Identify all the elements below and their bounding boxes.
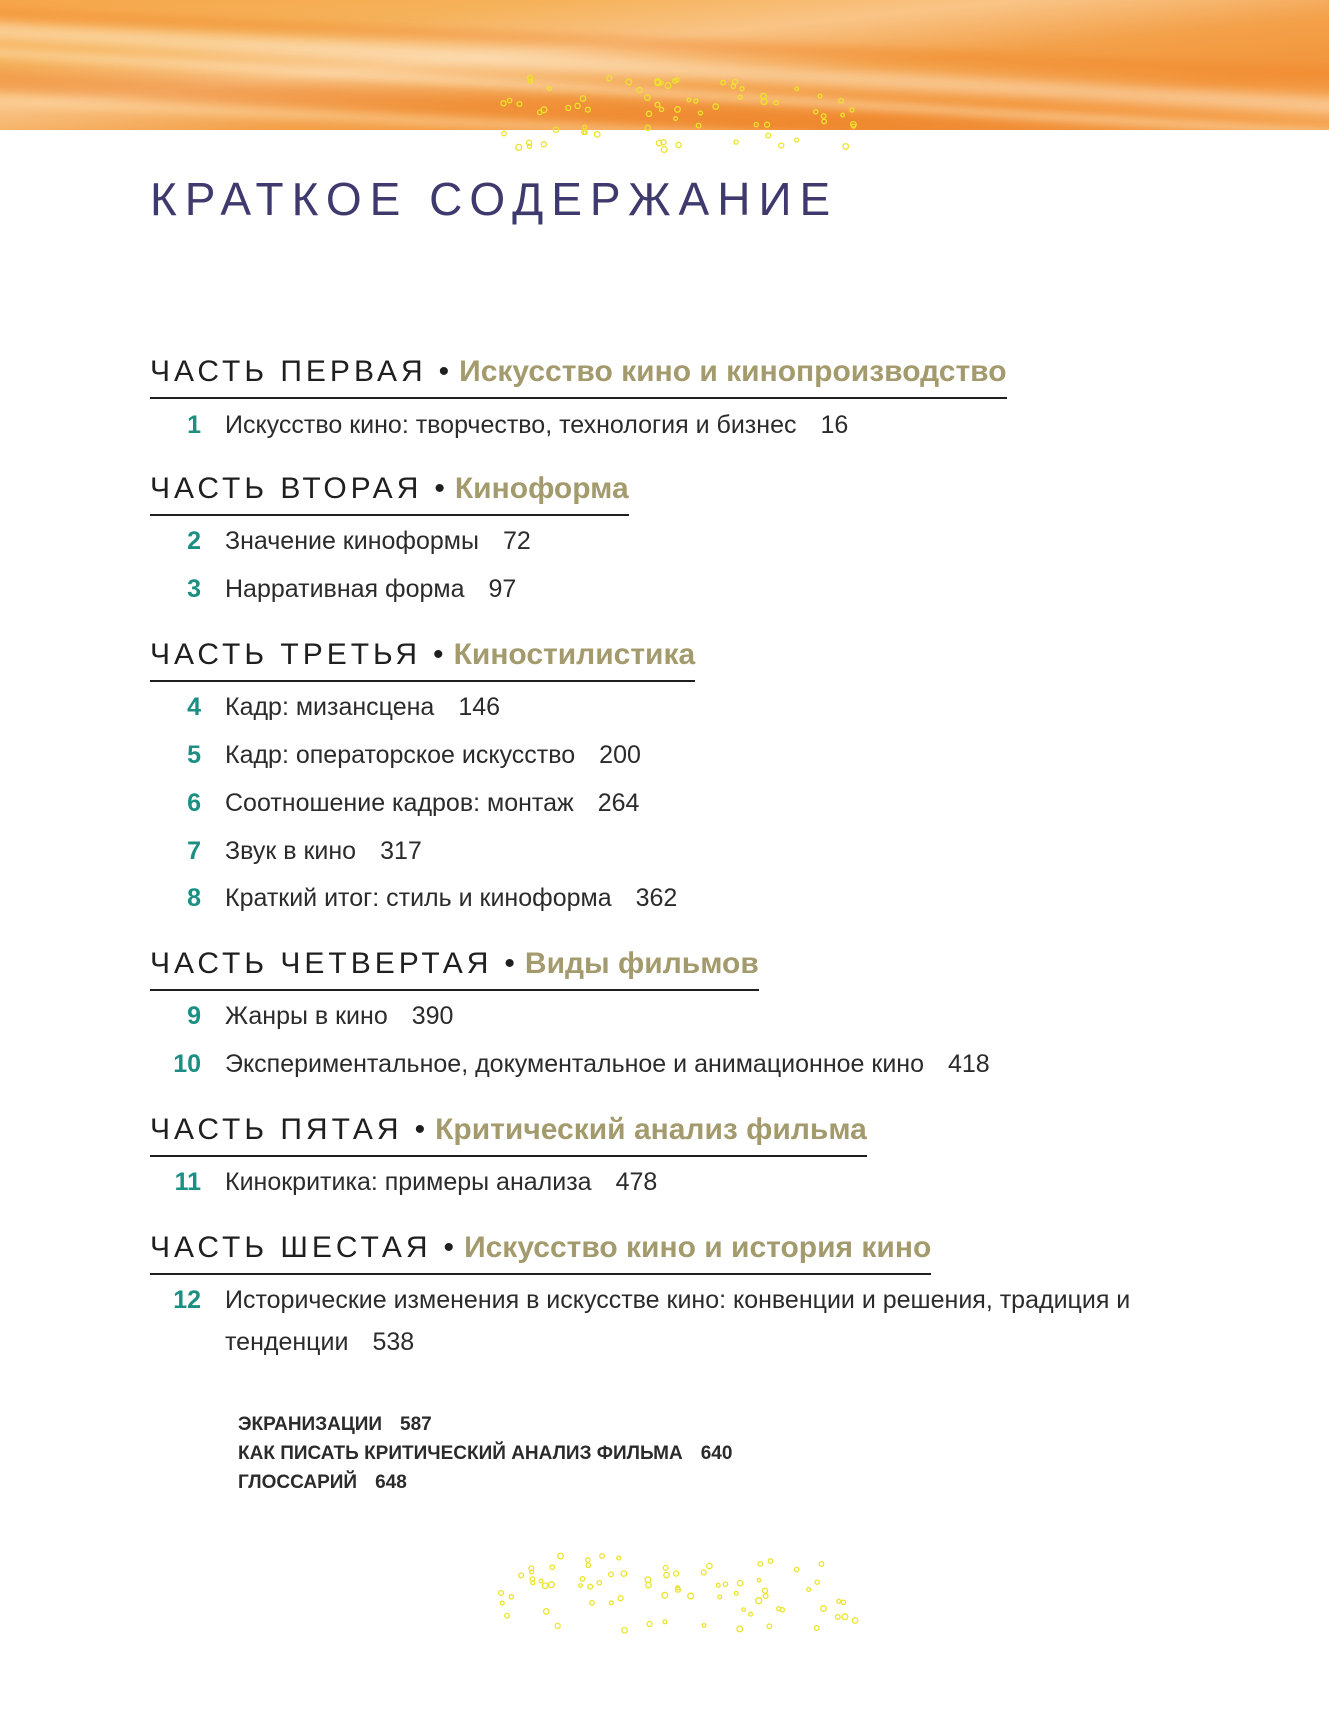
decorative-dot: [544, 1609, 550, 1615]
chapter-entry[interactable]: [150, 830, 1190, 872]
part-title[interactable]: Киностилистика: [453, 638, 696, 671]
chapter-title: Соотношение кадров: монтаж: [225, 789, 574, 817]
decorative-dot: [718, 1595, 722, 1599]
decorative-dot: [713, 104, 718, 109]
decorative-dot: [609, 1601, 613, 1605]
part-label: ЧАСТЬ ПЕРВАЯ: [150, 355, 427, 388]
part-label: ЧАСТЬ ВТОРАЯ: [150, 472, 423, 505]
decorative-dot: [531, 1581, 535, 1585]
decorative-dot: [566, 105, 571, 110]
chapter-number: 8: [187, 884, 201, 912]
decorative-dot: [645, 125, 650, 130]
chapter-title: Исторические изменения в искусстве кино: конвенции и решения, традиция и тенденции: [225, 1286, 1131, 1356]
dot-pattern-bottom: [495, 1552, 865, 1636]
appendix-entry[interactable]: [238, 1439, 732, 1468]
part-heading: [150, 1228, 931, 1275]
decorative-dot: [538, 110, 543, 115]
decorative-dot: [749, 1612, 753, 1616]
appendix-page: 587: [400, 1414, 432, 1435]
decorative-dot: [661, 147, 667, 153]
chapter-entry[interactable]: [150, 1161, 1190, 1203]
decorative-dot: [794, 1567, 798, 1571]
decorative-dot: [839, 98, 844, 103]
decorative-dot: [647, 1622, 652, 1627]
decorative-dot: [723, 1582, 727, 1586]
decorative-dot: [597, 1581, 601, 1585]
decorative-dot: [500, 1601, 504, 1605]
decorative-dot: [665, 83, 671, 89]
decorative-dot: [600, 1554, 605, 1559]
decorative-dot: [734, 140, 738, 144]
decorative-dot: [733, 79, 738, 84]
decorative-dot: [558, 1553, 564, 1559]
decorative-dot: [550, 1565, 554, 1569]
decorative-dot: [663, 1566, 668, 1571]
decorative-dot: [696, 123, 701, 128]
decorative-dot: [716, 1583, 720, 1587]
decorative-dot: [674, 117, 678, 121]
decorative-dot: [539, 1579, 543, 1583]
decorative-dot: [646, 111, 651, 116]
decorative-dot: [501, 101, 506, 106]
decorative-dot: [499, 1591, 504, 1596]
decorative-dot: [756, 1598, 762, 1604]
part-title[interactable]: Киноформа: [454, 472, 629, 505]
part-bullet: •: [414, 1113, 426, 1146]
chapter-title: Экспериментальное, документальное и анимационное кино: [225, 1050, 924, 1078]
decorative-dot: [555, 1623, 560, 1628]
part-heading: [150, 635, 695, 682]
decorative-dot: [579, 1584, 583, 1588]
decorative-dot: [621, 1571, 626, 1576]
chapter-page: 418: [948, 1050, 990, 1078]
part-title[interactable]: Искусство кино и история кино: [464, 1231, 932, 1264]
decorative-dot: [609, 1572, 614, 1577]
decorative-dot: [626, 79, 632, 85]
decorative-dot: [852, 124, 856, 128]
decorative-dot: [553, 127, 558, 132]
chapter-entry[interactable]: [150, 782, 1190, 824]
chapter-number: 2: [187, 527, 201, 555]
decorative-dot: [527, 144, 531, 148]
decorative-dot: [588, 1584, 593, 1589]
chapter-entry[interactable]: [150, 877, 1190, 919]
decorative-dot: [758, 1562, 763, 1567]
decorative-dot: [645, 95, 650, 100]
appendix-entry[interactable]: [238, 1468, 407, 1497]
decorative-dot: [742, 1608, 746, 1612]
decorative-dot: [676, 142, 681, 147]
decorative-dot: [818, 94, 822, 98]
chapter-number: 10: [173, 1050, 201, 1078]
decorative-dot: [530, 1570, 534, 1574]
decorative-dot: [517, 102, 522, 107]
decorative-dot: [841, 1600, 845, 1604]
chapter-entry[interactable]: [150, 404, 1190, 446]
decorative-dot: [707, 1563, 712, 1568]
chapter-page: 97: [488, 575, 517, 603]
part-title[interactable]: Критический анализ фильма: [435, 1113, 867, 1146]
decorative-dot: [637, 87, 642, 92]
part-bullet: •: [434, 472, 445, 505]
decorative-dot: [516, 144, 522, 150]
part-heading: [150, 469, 629, 516]
appendix-title: ЭКРАНИЗАЦИИ: [238, 1414, 383, 1435]
decorative-dot: [674, 1571, 679, 1576]
decorative-dot: [837, 1599, 841, 1603]
decorative-dot: [757, 1579, 761, 1583]
decorative-dot: [688, 1593, 694, 1599]
chapter-entry[interactable]: [150, 995, 1190, 1037]
decorative-dot: [731, 84, 735, 88]
decorative-dot: [659, 107, 663, 111]
decorative-dot: [852, 1618, 857, 1623]
decorative-dot: [738, 95, 742, 99]
decorative-dot: [502, 131, 507, 136]
chapter-page: 72: [502, 527, 531, 555]
chapter-page: 317: [380, 837, 422, 865]
part-bullet: •: [433, 638, 444, 671]
decorative-dot: [779, 143, 784, 148]
decorative-dot: [701, 1570, 706, 1575]
decorative-dot: [702, 1624, 706, 1628]
decorative-dot: [763, 1594, 768, 1599]
chapter-page: 538: [372, 1328, 415, 1356]
decorative-dot: [622, 1628, 628, 1634]
decorative-dot: [795, 87, 799, 91]
chapter-entry[interactable]: [150, 734, 1190, 776]
chapter-number: 3: [187, 575, 201, 603]
chapter-title: Нарративная форма: [225, 575, 465, 603]
decorative-dot: [617, 1556, 621, 1560]
appendix-title: ГЛОССАРИЙ: [238, 1472, 358, 1493]
decorative-dot: [821, 1606, 827, 1612]
decorative-dot: [664, 1572, 669, 1577]
chapter-number: 12: [173, 1286, 201, 1314]
chapter-entry[interactable]: [150, 520, 1190, 562]
chapter-entry[interactable]: [150, 1279, 1190, 1363]
decorative-dot: [842, 1614, 848, 1620]
decorative-dot: [819, 1562, 824, 1567]
decorative-dot: [662, 1592, 668, 1598]
decorative-dot: [768, 1559, 773, 1564]
decorative-dot: [541, 142, 546, 147]
decorative-dot: [618, 1596, 623, 1601]
decorative-dot: [646, 1582, 651, 1587]
chapter-title: Краткий итог: стиль и киноформа: [225, 884, 612, 912]
chapter-title: Значение киноформы: [225, 527, 479, 555]
decorative-dot: [586, 1563, 590, 1567]
decorative-dot: [841, 113, 845, 117]
decorative-dot: [580, 1577, 585, 1582]
chapter-page: 200: [599, 741, 641, 769]
chapter-entry[interactable]: [150, 686, 1190, 728]
decorative-dot: [766, 133, 771, 138]
decorative-dot: [687, 98, 691, 102]
decorative-dot: [836, 1615, 841, 1620]
decorative-dot: [765, 122, 770, 127]
part-heading: [150, 352, 1007, 399]
decorative-dot: [575, 103, 580, 108]
appendix-title: КАК ПИСАТЬ КРИТИЧЕСКИЙ АНАЛИЗ ФИЛЬМА: [238, 1443, 683, 1464]
decorative-dot: [843, 144, 849, 150]
page-title: КРАТКОЕ СОДЕРЖАНИЕ: [150, 173, 839, 225]
part-heading: [150, 944, 759, 991]
chapter-title: Кадр: мизансцена: [225, 693, 435, 721]
decorative-dot: [607, 76, 612, 81]
decorative-dot: [694, 99, 698, 103]
decorative-dot: [590, 1601, 595, 1606]
decorative-dot: [777, 1607, 781, 1611]
part-bullet: •: [438, 355, 450, 388]
decorative-dot: [740, 87, 744, 91]
chapter-title: Звук в кино: [225, 837, 357, 865]
decorative-dot: [549, 1582, 555, 1588]
decorative-dot: [821, 114, 826, 119]
decorative-dot: [795, 138, 799, 142]
decorative-dot: [583, 125, 587, 129]
decorative-dot: [763, 1588, 768, 1593]
decorative-dot: [507, 98, 511, 102]
decorative-dot: [774, 101, 778, 105]
decorative-dot: [814, 110, 818, 114]
chapter-title: Искусство кино: творчество, технология и бизнес: [225, 411, 797, 439]
decorative-dot: [767, 1624, 772, 1629]
decorative-dot: [663, 1620, 667, 1624]
chapter-number: 11: [174, 1168, 201, 1196]
part-title[interactable]: Искусство кино и кинопроизводство: [459, 355, 1007, 388]
part-bullet: •: [504, 947, 515, 980]
chapter-number: 6: [187, 789, 201, 817]
decorative-dot: [822, 119, 827, 124]
chapter-number: 7: [187, 837, 201, 865]
decorative-dot: [721, 80, 726, 85]
decorative-dot: [815, 1580, 819, 1584]
chapter-number: 1: [187, 411, 201, 439]
decorative-dot: [580, 96, 585, 101]
chapter-page: 264: [597, 789, 640, 817]
part-heading: [150, 1110, 867, 1157]
decorative-dot: [548, 87, 552, 91]
chapter-entry[interactable]: [150, 1043, 1190, 1085]
decorative-dot: [699, 111, 703, 115]
decorative-dot: [814, 1626, 819, 1631]
decorative-dot: [807, 1588, 811, 1592]
chapter-page: 390: [411, 1002, 454, 1030]
decorative-dot: [586, 1558, 590, 1562]
chapter-number: 5: [187, 741, 201, 769]
decorative-dot: [738, 1581, 743, 1586]
chapter-page: 362: [635, 884, 678, 912]
chapter-entry[interactable]: [150, 568, 1190, 610]
decorative-dot: [645, 1577, 651, 1583]
chapter-page: 146: [458, 693, 501, 721]
decorative-dot: [529, 79, 533, 83]
decorative-dot: [675, 107, 681, 113]
part-bullet: •: [443, 1231, 455, 1264]
chapter-page: 478: [615, 1168, 658, 1196]
chapter-title: Жанры в кино: [225, 1002, 388, 1030]
decorative-dot: [655, 102, 660, 107]
decorative-dot: [509, 1595, 513, 1599]
decorative-dot: [850, 108, 854, 112]
part-label: ЧАСТЬ ТРЕТЬЯ: [150, 638, 422, 671]
decorative-dot: [734, 1591, 738, 1595]
decorative-dot: [519, 1573, 524, 1578]
decorative-dot: [505, 1613, 510, 1618]
chapter-title: Кадр: операторское искусство: [225, 741, 576, 769]
part-label: ЧАСТЬ ПЯТАЯ: [150, 1113, 403, 1146]
part-label: ЧАСТЬ ЧЕТВЕРТАЯ: [150, 947, 493, 980]
decorative-dot: [737, 1626, 743, 1632]
part-title[interactable]: Виды фильмов: [524, 947, 759, 980]
appendix-page: 640: [700, 1443, 733, 1464]
chapter-number: 9: [187, 1002, 201, 1030]
appendix-page: 648: [375, 1472, 407, 1493]
decorative-dot: [754, 123, 758, 127]
part-label: ЧАСТЬ ШЕСТАЯ: [150, 1231, 432, 1264]
chapter-page: 16: [820, 411, 849, 439]
chapter-number: 4: [187, 693, 201, 721]
decorative-dot: [586, 107, 591, 112]
decorative-dot: [542, 1583, 548, 1589]
decorative-dot: [594, 132, 600, 138]
dot-pattern-top: [495, 72, 865, 156]
appendix-entry[interactable]: [238, 1410, 432, 1439]
chapter-title: Кинокритика: примеры анализа: [225, 1168, 592, 1196]
